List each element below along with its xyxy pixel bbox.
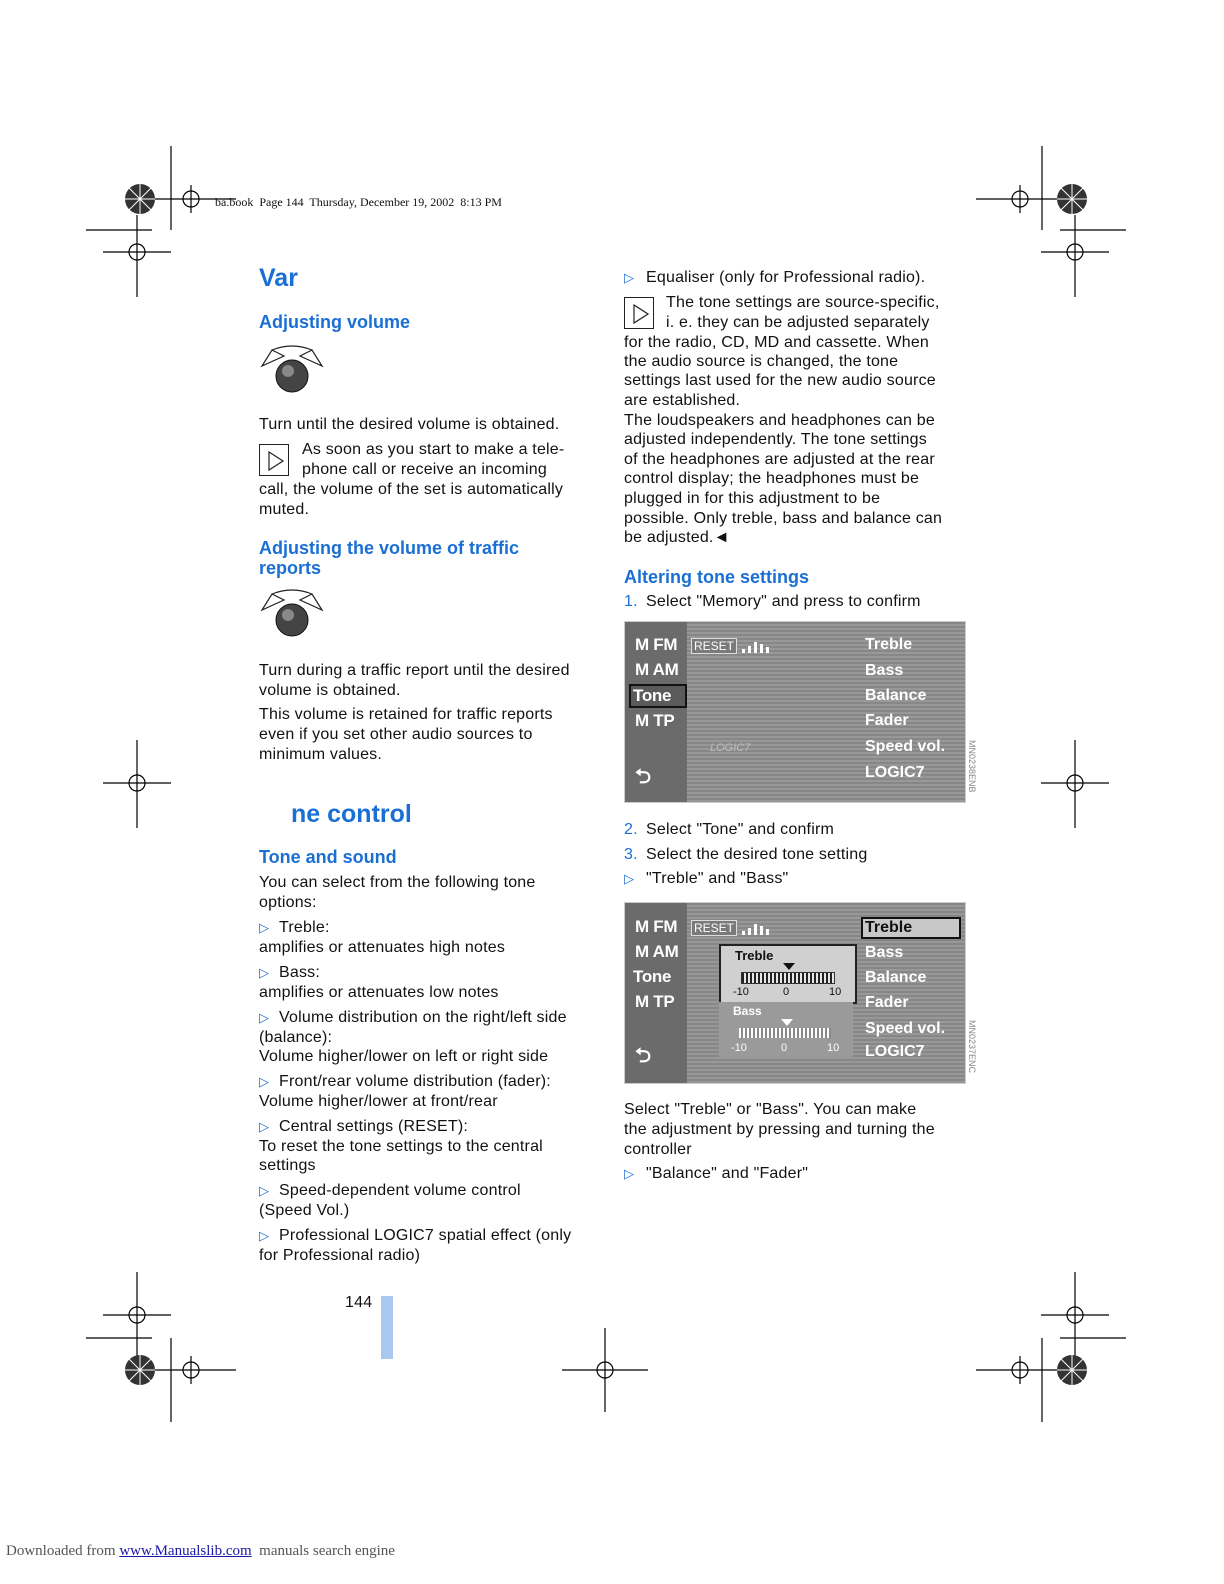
traffic-text: Turn during a traffic report until the desired	[259, 662, 570, 679]
page-number: 144	[345, 1294, 373, 1311]
list-item: ▷ Central settings (RESET):	[259, 1118, 469, 1135]
note-icon	[624, 297, 654, 329]
controller-knob-icon	[258, 588, 326, 642]
note-line: the audio source is changed, the tone	[624, 353, 899, 370]
note-line: plugged in for this adjustment to be	[624, 490, 881, 507]
traffic-text: This volume is retained for traffic reports	[259, 706, 553, 723]
scale-label: -10	[733, 986, 749, 998]
list-item-desc: (Speed Vol.)	[259, 1202, 350, 1219]
screen-menu-item: M AM	[635, 942, 679, 961]
traffic-heading: reports	[259, 558, 322, 578]
back-arrow-icon: ⮌	[635, 1045, 651, 1067]
note-line: The tone settings are source-specific,	[666, 294, 940, 311]
step-item: 3. Select the desired tone setting	[624, 846, 868, 863]
treble-adjust-box	[719, 944, 857, 1004]
reset-label: RESET	[691, 920, 737, 936]
list-item-desc: Volume higher/lower on left or right side	[259, 1048, 549, 1065]
bullet-icon: ▷	[624, 1166, 635, 1181]
screen-option: Balance	[865, 969, 927, 986]
equalizer-bars-icon	[740, 638, 774, 654]
screen-option: Bass	[865, 944, 904, 961]
scale-label: 0	[783, 986, 790, 998]
scale-label: 10	[827, 1042, 840, 1054]
back-arrow-icon: ⮌	[635, 766, 651, 788]
screen-option: LOGIC7	[865, 764, 925, 781]
list-item: ▷ Professional LOGIC7 spatial effect (only	[259, 1227, 572, 1244]
screen-menu-item: M AM	[635, 660, 679, 679]
display-screenshot-tone	[624, 902, 966, 1084]
scale-label: -10	[731, 1042, 747, 1054]
display-screenshot-memory	[624, 621, 966, 803]
tone-intro: You can select from the following tone	[259, 874, 536, 891]
list-item-desc: Volume higher/lower at front/rear	[259, 1093, 498, 1110]
list-item: ▷ Volume distribution on the right/left side	[259, 1009, 567, 1026]
reset-label: RESET	[691, 638, 737, 654]
note-line: possible. Only treble, bass and balance can	[624, 510, 943, 527]
bass-adjust-box	[719, 1002, 853, 1058]
tone-intro: options:	[259, 894, 317, 911]
screen-menu-item: M TP	[635, 992, 675, 1011]
screen-option: Fader	[865, 712, 909, 729]
screen-option: Balance	[865, 687, 927, 704]
after-text: the adjustment by pressing and turning the	[624, 1121, 935, 1138]
scale-label: 10	[829, 986, 842, 998]
list-item: ▷ "Treble" and "Bass"	[624, 870, 789, 887]
bullet-icon: ▷	[259, 1228, 270, 1243]
after-text: Select "Treble" or "Bass". You can make	[624, 1101, 917, 1118]
footer: Downloaded from www.Manualslib.com manuals search engine	[6, 1543, 395, 1559]
bullet-icon: ▷	[624, 270, 635, 285]
screen-menu-item: M FM	[635, 917, 678, 936]
note-line: adjusted independently. The tone settings	[624, 431, 927, 448]
adjusting-volume-heading: Adjusting volume	[259, 312, 411, 332]
file-info: ba.book Page 144 Thursday, December 19, 2002 8:13 PM	[215, 195, 502, 209]
equalizer-bars-icon	[740, 920, 774, 936]
note-line: of the headphones are adjusted at the rear	[624, 451, 935, 468]
bass-label: Bass	[733, 1004, 762, 1018]
logic7-watermark: LOGIC7	[710, 742, 751, 754]
traffic-text: volume is obtained.	[259, 682, 401, 699]
screen-option: Fader	[865, 994, 909, 1011]
list-item: ▷ "Balance" and "Fader"	[624, 1165, 809, 1182]
altering-heading: Altering tone settings	[624, 567, 810, 587]
screen-option: Bass	[865, 662, 904, 679]
note-line: i. e. they can be adjusted separately	[666, 314, 930, 331]
note-line: The loudspeakers and headphones can be	[624, 412, 935, 429]
screen-option-selected: Treble	[861, 917, 961, 939]
traffic-text: even if you set other audio sources to	[259, 726, 533, 743]
note-line: As soon as you start to make a tele-	[302, 441, 565, 458]
traffic-text: minimum values.	[259, 746, 383, 763]
bullet-icon: ▷	[259, 920, 270, 935]
bullet-icon: ▷	[259, 1074, 270, 1089]
note-line: call, the volume of the set is automatically	[259, 481, 564, 498]
section-title: Var	[259, 264, 298, 292]
traffic-heading: Adjusting the volume of traffic	[259, 538, 520, 558]
controller-knob-icon	[258, 344, 326, 398]
list-item: ▷ Speed-dependent volume control	[259, 1182, 521, 1199]
manualslib-link[interactable]: www.Manualslib.com	[119, 1543, 252, 1559]
screen-menu-item-selected: Tone	[629, 684, 687, 708]
image-code: MN0238ENB	[967, 740, 977, 793]
list-item-desc: amplifies or attenuates high notes	[259, 939, 506, 956]
treble-slider	[741, 972, 835, 984]
scale-label: 0	[781, 1042, 788, 1054]
image-code: MN0237ENC	[967, 1020, 977, 1074]
bullet-icon: ▷	[259, 965, 270, 980]
slider-pointer-icon	[783, 963, 795, 970]
list-item-desc: (balance):	[259, 1029, 333, 1046]
tone-and-sound-heading: Tone and sound	[259, 847, 397, 867]
adjusting-volume-text: Turn until the desired volume is obtained.	[259, 416, 560, 433]
slider-pointer-icon	[781, 1019, 793, 1026]
note-line: are established.	[624, 392, 741, 409]
bullet-icon: ▷	[259, 1010, 270, 1025]
list-item: ▷ Equaliser (only for Professional radio).	[624, 269, 926, 286]
list-item-desc: settings	[259, 1157, 316, 1174]
list-item: ▷ Front/rear volume distribution (fader):	[259, 1073, 551, 1090]
list-item-desc: for Professional radio)	[259, 1247, 421, 1264]
treble-label: Treble	[735, 948, 774, 963]
step-item: 1. Select "Memory" and press to confirm	[624, 593, 921, 610]
bass-slider	[739, 1028, 831, 1038]
screen-option: Speed vol.	[865, 738, 946, 755]
list-item-desc: To reset the tone settings to the central	[259, 1138, 543, 1155]
list-item-desc: amplifies or attenuates low notes	[259, 984, 499, 1001]
bullet-icon: ▷	[259, 1183, 270, 1198]
note-line: for the radio, CD, MD and cassette. When	[624, 334, 930, 351]
note-line: phone call or receive an incoming	[302, 461, 547, 478]
after-text: controller	[624, 1141, 692, 1158]
tone-control-title: ne control	[291, 800, 412, 828]
screen-option: LOGIC7	[865, 1043, 925, 1060]
note-line: muted.	[259, 501, 310, 518]
screen-option: Treble	[865, 636, 913, 653]
note-line: be adjusted.◄	[624, 529, 730, 546]
note-line: settings last used for the new audio source	[624, 372, 936, 389]
list-item: ▷ Treble:	[259, 919, 330, 936]
screen-option: Speed vol.	[865, 1020, 946, 1037]
note-line: control display; the headphones must be	[624, 470, 920, 487]
bullet-icon: ▷	[259, 1119, 270, 1134]
step-item: 2. Select "Tone" and confirm	[624, 821, 835, 838]
list-item: ▷ Bass:	[259, 964, 321, 981]
screen-menu-item: Tone	[633, 967, 672, 986]
note-icon	[259, 444, 289, 476]
bullet-icon: ▷	[624, 871, 635, 886]
page-tab	[381, 1296, 393, 1359]
screen-menu-item: M TP	[635, 711, 675, 730]
screen-menu-item: M FM	[635, 635, 678, 654]
